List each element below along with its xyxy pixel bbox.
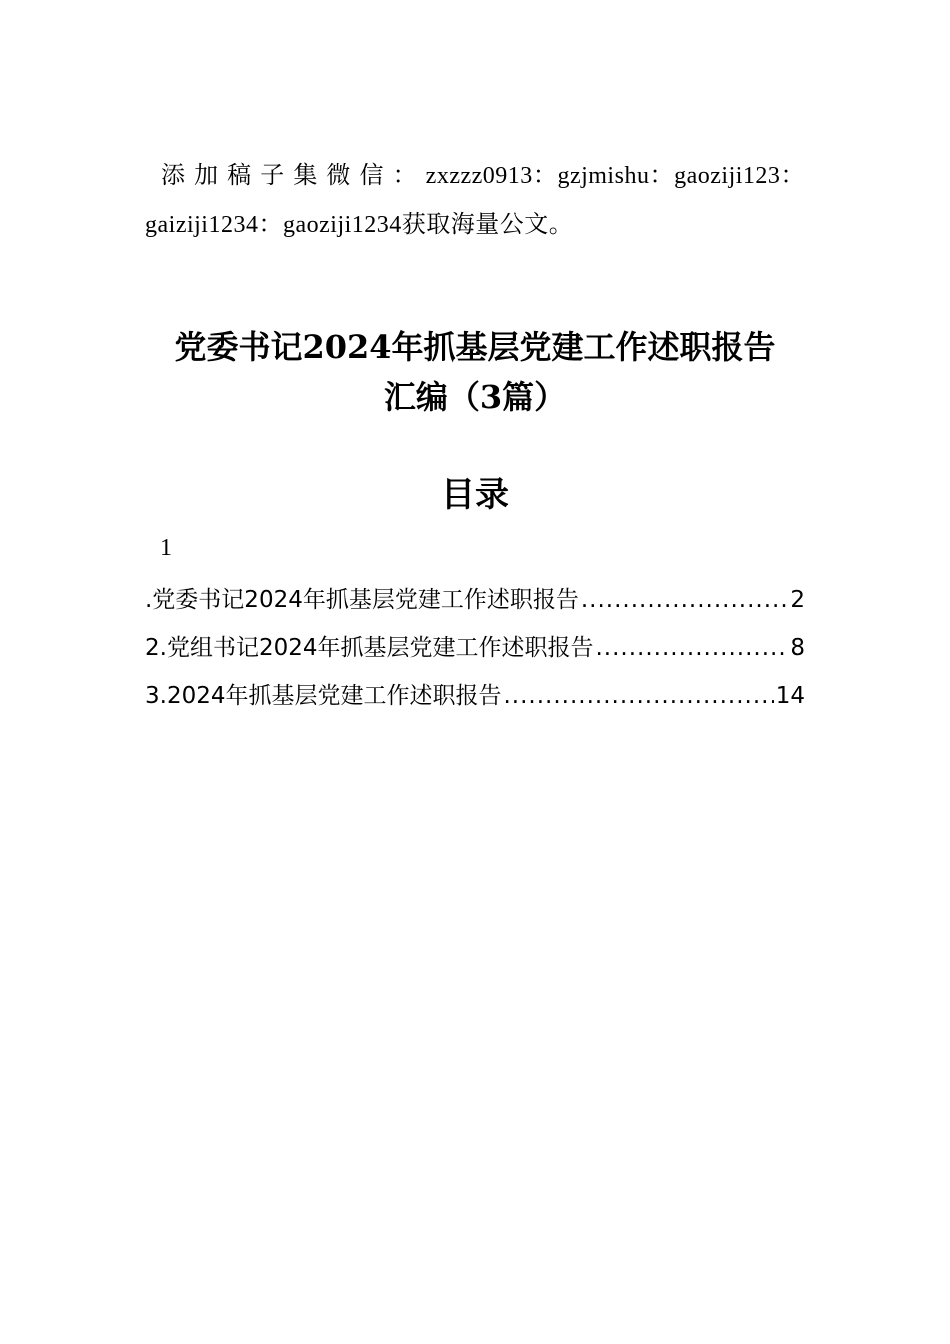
toc-entry-page: 14 [775,683,805,709]
intro-paragraph [145,152,805,250]
toc-dot-leader [595,624,788,672]
toc-dot-leader [503,672,773,720]
toc-first-number: 1 [160,535,172,561]
table-of-contents [145,576,805,720]
toc-heading: 目录 [441,475,509,515]
intro-prefix: 添加稿子集微信： [161,163,426,189]
toc-entry[interactable] [145,624,805,672]
toc-entry-label: 3.2024年抓基层党建工作述职报告 [145,683,502,709]
document-title-line-1: 党委书记2024年抓基层党建工作述职报告 [174,328,776,366]
toc-entry[interactable] [145,576,805,624]
toc-entry-page: 8 [790,635,805,661]
toc-entry-label: .党委书记2024年抓基层党建工作述职报告 [145,587,579,613]
toc-entry[interactable] [145,672,805,720]
toc-entry-page: 2 [790,587,805,613]
toc-entry-label: 2.党组书记2024年抓基层党建工作述职报告 [145,635,594,661]
document-title [145,322,805,422]
document-title-line-2: 汇编（3篇） [383,378,567,416]
toc-dot-leader [581,576,789,624]
intro-contacts: zxzzz0913：gzjmishu：gaoziji123：gaiziji1234：gaoziji1234获取海量公文。 [145,163,806,238]
